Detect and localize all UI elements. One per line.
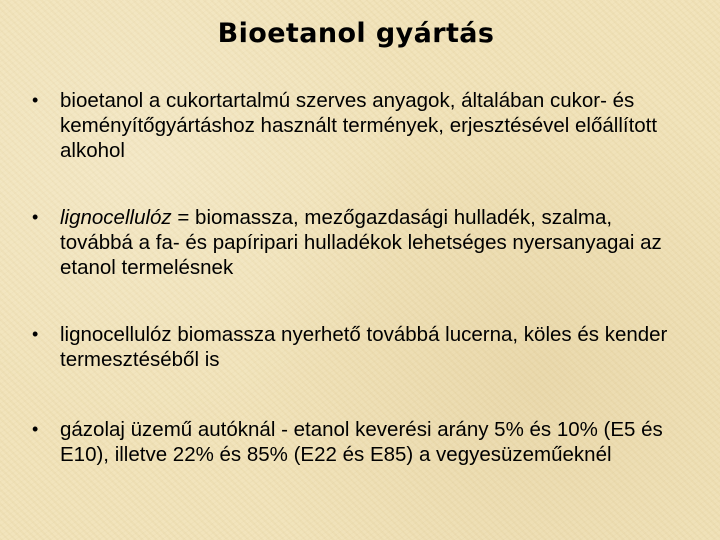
slide-title: Bioetanol gyártás <box>217 18 495 49</box>
bullet-item-bioetanol <box>32 88 682 163</box>
bullet-marker: • <box>32 90 39 110</box>
bullet-term: lignocellulóz <box>60 206 172 229</box>
bullet-text: bioetanol a cukortartalmú szerves anyagok, általában cukor- és keményítőgyártáshoz használt termények, erjesztésével előállított alkohol <box>60 89 658 162</box>
bullet-text: lignocellulóz biomassza nyerhető továbbá lucerna, köles és kender termesztéséből is <box>60 323 668 371</box>
bullet-text: gázolaj üzemű autóknál - etanol keverési arány 5% és 10% (E5 és E10), illetve 22% és 85% (E22 és E85) a vegyesüzeműeknél <box>60 418 663 466</box>
bullet-marker: • <box>32 324 39 344</box>
bullet-marker: • <box>32 207 39 227</box>
bullet-list <box>32 88 682 467</box>
bullet-item-biomass-sources <box>32 322 682 372</box>
bullet-marker: • <box>32 419 39 439</box>
bullet-item-blend-ratio <box>32 417 682 467</box>
bullet-item-lignocellulose <box>32 205 682 280</box>
bullet-text: = biomassza, mezőgazdasági hulladék, szalma, továbbá a fa- és papíripari hulladékok lehetséges nyersanyagai az etanol termelésnek <box>60 206 662 279</box>
